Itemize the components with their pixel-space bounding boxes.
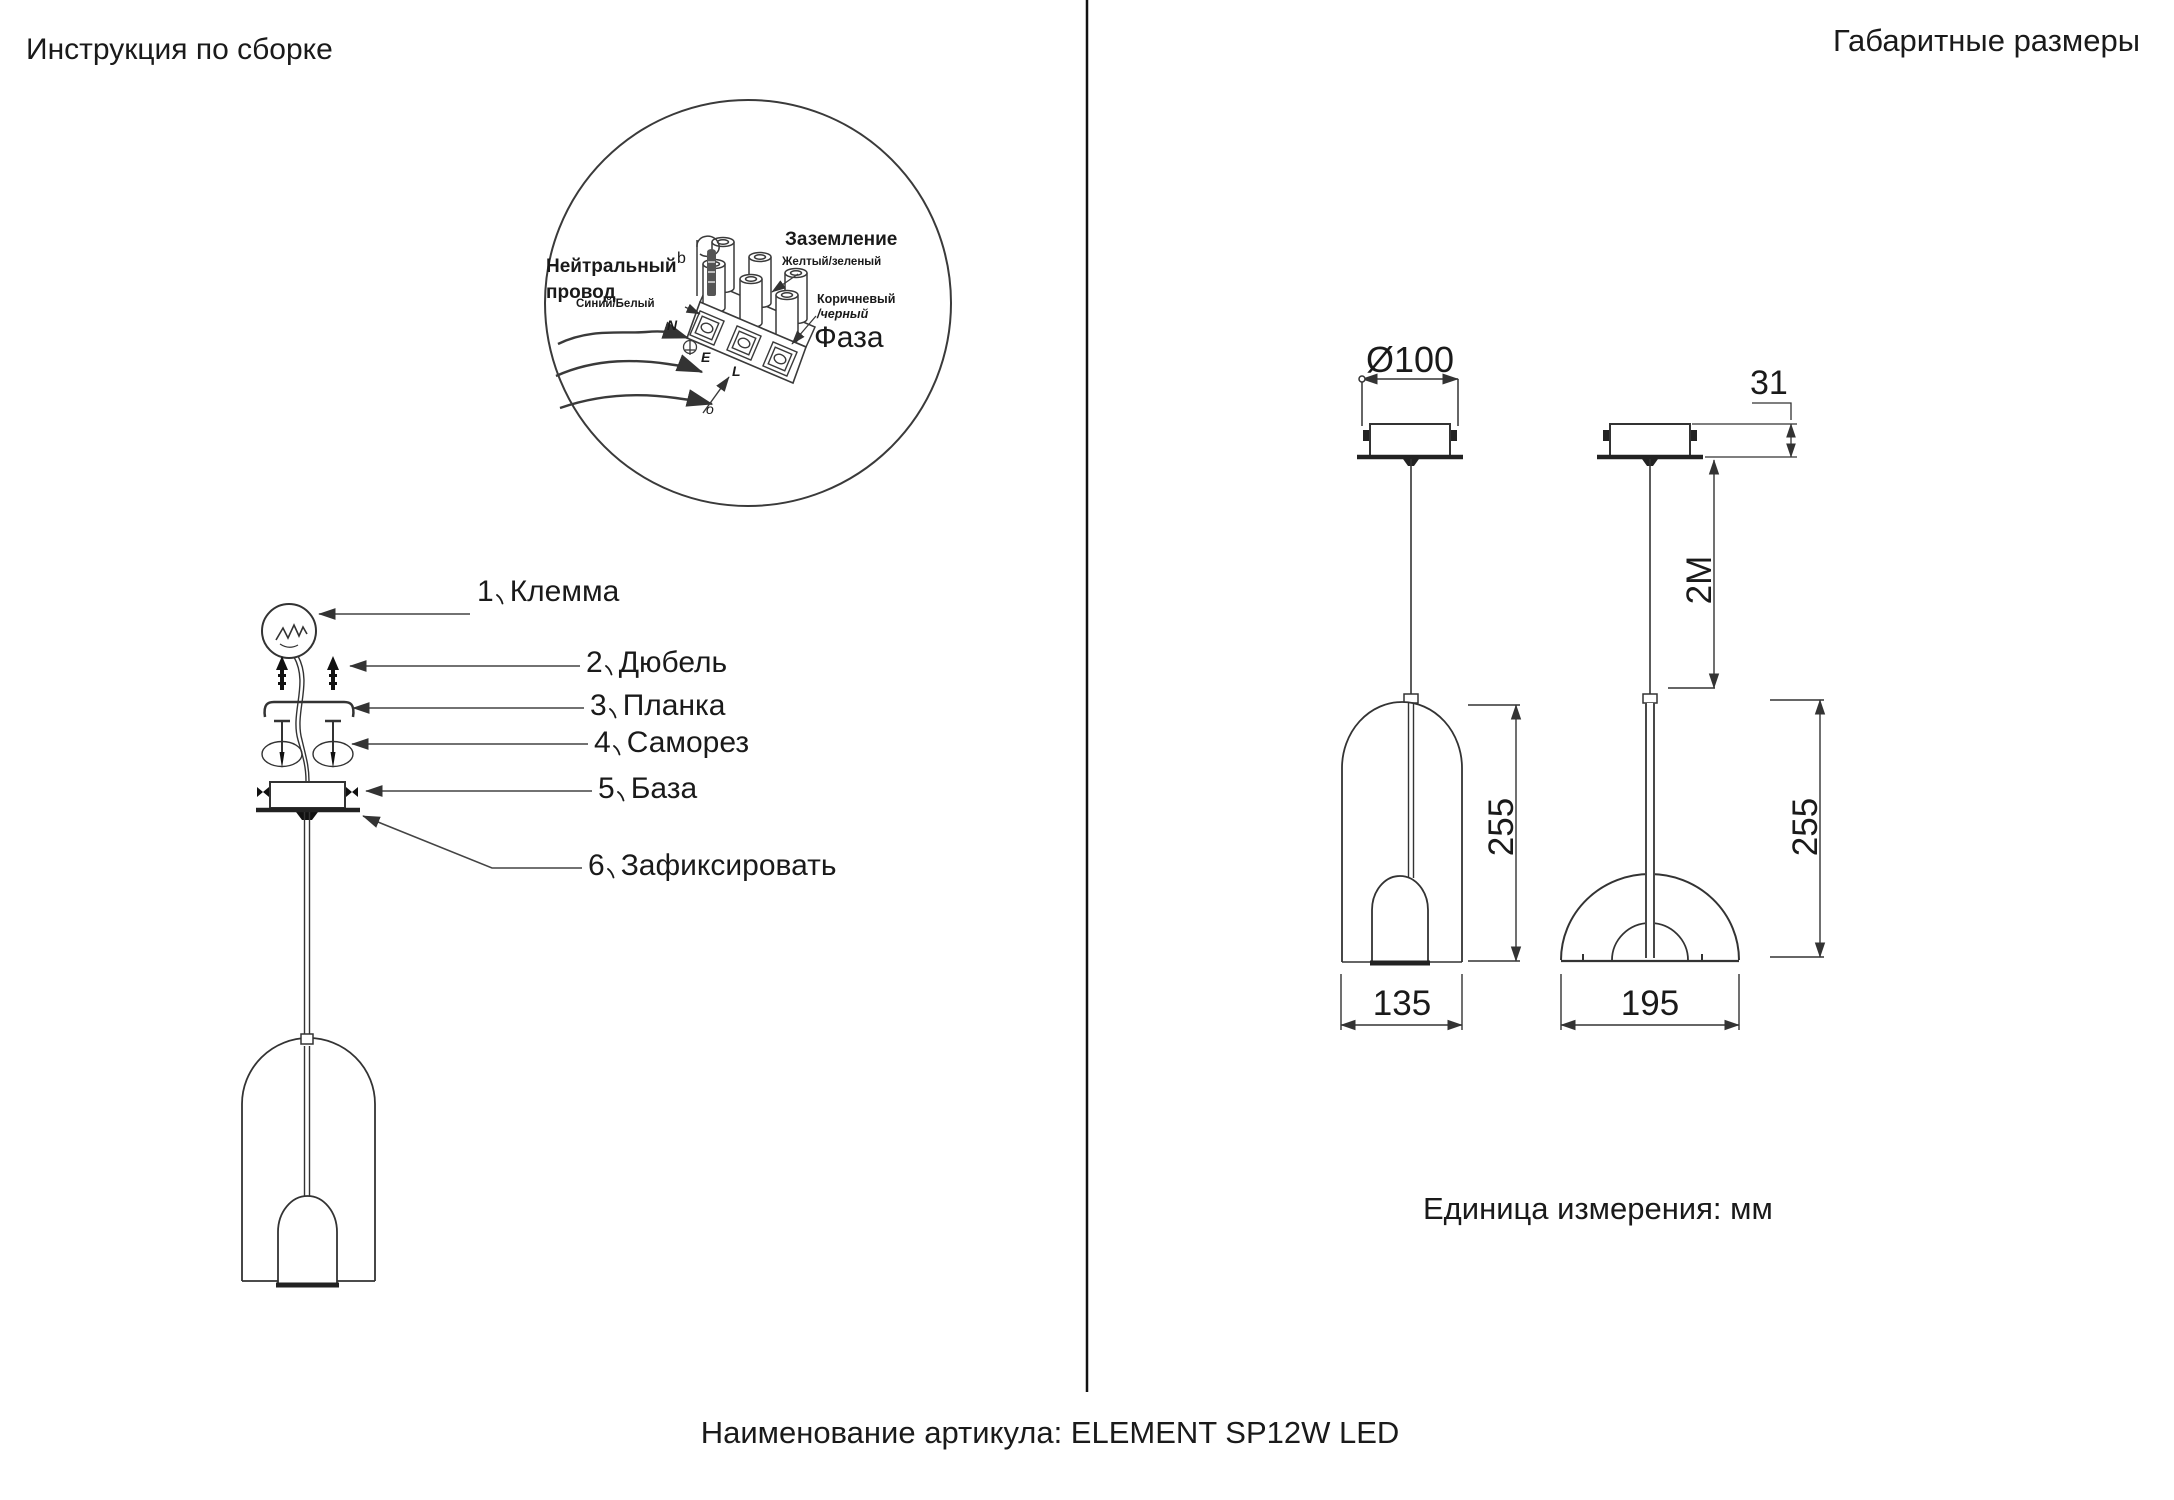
part-name: Саморез: [626, 726, 750, 759]
leader-lines: [319, 614, 592, 868]
phase-wire-color: Коричневый: [817, 292, 896, 306]
terminal-mark-l: L: [732, 363, 741, 379]
dim-side-height: 255: [1482, 797, 1521, 857]
neutral-wire-color: Синий/Белый: [576, 298, 655, 310]
wire-junction: [262, 604, 316, 658]
assembly-figure: [242, 604, 592, 1285]
page-title-left: Инструкция по сборке: [26, 33, 333, 66]
ground-label: Заземление: [785, 229, 898, 250]
ideographic-comma: [617, 791, 625, 802]
units-note: Единица измерения: мм: [1423, 1191, 1773, 1226]
ideographic-comma: [607, 868, 615, 879]
ideographic-comma: [496, 594, 504, 605]
dim-cable-length: 2M: [1680, 555, 1719, 605]
dim-canopy-diameter: Ø100: [1365, 339, 1455, 380]
part-label-2: [586, 647, 727, 679]
part-number: 3: [590, 689, 607, 722]
neutral-wire-label-2: провод: [546, 282, 616, 303]
terminal-mark-n: N: [667, 317, 678, 333]
dim-front-height: 255: [1786, 797, 1825, 857]
phase-label: Фаза: [814, 321, 884, 354]
part-number: 2: [586, 646, 603, 679]
diffuser-side: [1372, 876, 1428, 962]
side-view-drawing: [1341, 376, 1520, 1030]
part-name: Дюбель: [618, 646, 728, 679]
terminal-mark-o: o: [706, 401, 714, 417]
inner-diffuser: [278, 1196, 337, 1284]
screw-mark-b: b: [677, 250, 686, 267]
part-number: 5: [598, 772, 615, 805]
terminal-mark-e: E: [701, 349, 711, 365]
screws: [262, 721, 353, 768]
front-view-drawing: [1561, 403, 1824, 1030]
part-label-3: [590, 690, 725, 722]
dim-side-width: 135: [1372, 984, 1432, 1023]
dim-front-width: 195: [1620, 984, 1680, 1023]
ideographic-comma: [613, 745, 621, 756]
ground-wire-color: Желтый/зеленый: [782, 256, 882, 268]
part-name: Клемма: [509, 575, 620, 608]
ideographic-comma: [609, 708, 617, 719]
base-canopy: [270, 782, 345, 808]
part-name: Планка: [622, 689, 726, 722]
phase-wire-color-2: /черный: [817, 307, 869, 321]
mounting-strap: [265, 702, 354, 717]
ideographic-comma: [605, 665, 613, 676]
neutral-wire-label: Нейтральный: [546, 256, 677, 277]
dowel-anchors: [276, 656, 339, 690]
page-title-right: Габаритные размеры: [1832, 23, 2140, 58]
canopy-front: [1610, 424, 1690, 456]
part-name: База: [630, 772, 698, 805]
canopy-side: [1370, 424, 1450, 456]
part-label-4: [594, 727, 749, 759]
part-number: 1: [477, 575, 494, 608]
part-label-1: [477, 576, 619, 608]
part-label-6: [588, 850, 837, 882]
part-number: 4: [594, 726, 611, 759]
supply-wires: [556, 331, 712, 408]
dim-canopy-height: 31: [1750, 364, 1788, 402]
part-label-5: [598, 773, 697, 805]
part-name: Зафиксировать: [620, 849, 837, 882]
part-number: 6: [588, 849, 605, 882]
article-name: Наименование артикула: ELEMENT SP12W LED: [700, 1415, 1400, 1450]
